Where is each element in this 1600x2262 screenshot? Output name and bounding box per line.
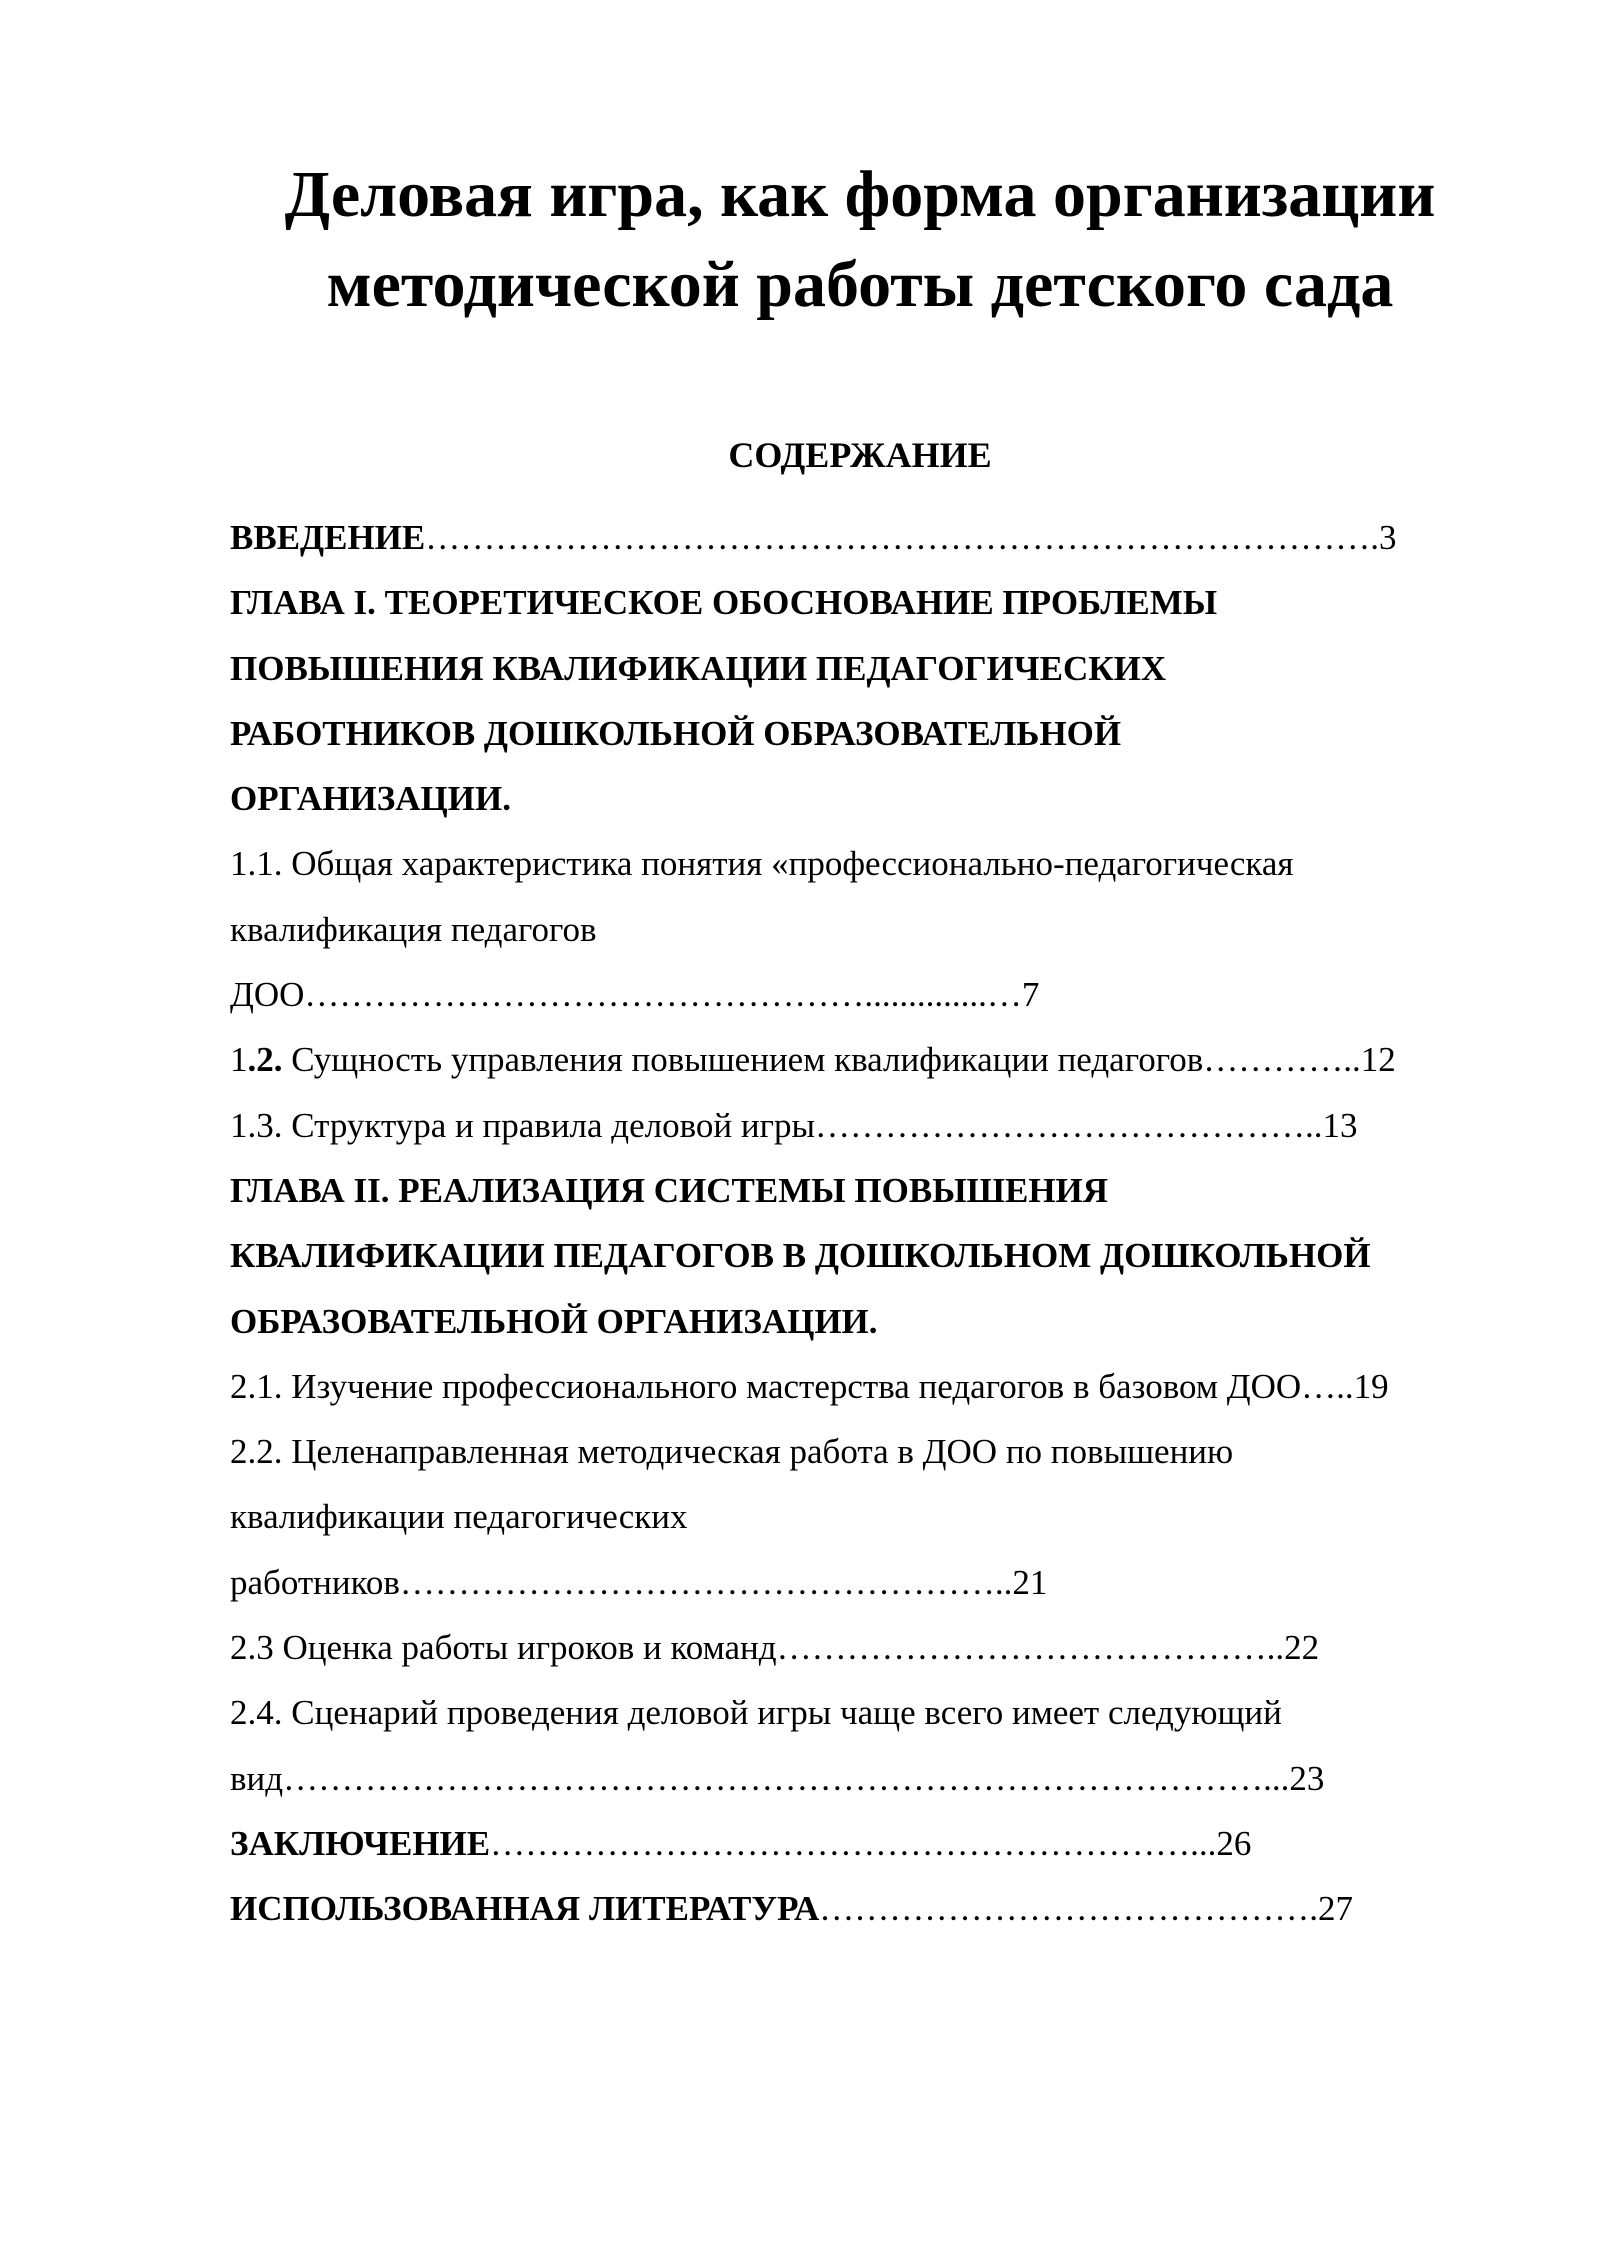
toc-1-1-line: 1.1. Общая характеристика понятия «профессионально-педагогическая <box>230 844 1294 884</box>
toc-entry-literature <box>230 1876 1500 1941</box>
toc-intro-page: 3 <box>1379 518 1397 557</box>
toc-1-2-text: Сущность управления повышением квалификации педагогов…………..12 <box>282 1040 1396 1080</box>
toc-chapter-1-line: ГЛАВА I. ТЕОРЕТИЧЕСКОЕ ОБОСНОВАНИЕ ПРОБЛЕМЫ <box>230 583 1218 623</box>
toc-heading: СОДЕРЖАНИЕ <box>728 435 992 475</box>
toc-1-1-last-line: ДОО…………………………………………..............…7 <box>230 975 1040 1015</box>
toc-intro-label: ВВЕДЕНИЕ <box>230 518 426 557</box>
toc-2-4-line-2: вид…………………………………………………………………………...23 <box>230 1758 1325 1798</box>
title-line-2: методической работы детского сада <box>326 248 1394 321</box>
toc-2-4-line-1: 2.4. Сценарий проведения деловой игры чаще всего имеет следующий <box>230 1693 1282 1733</box>
toc-2-2-last-line: работников……………………………………………..21 <box>230 1562 1048 1602</box>
toc-entry-2-3: 2.3 Оценка работы игроков и команд……………………………………..22 <box>230 1628 1320 1668</box>
toc-chapter-2-line: ГЛАВА II. РЕАЛИЗАЦИЯ СИСТЕМЫ ПОВЫШЕНИЯ <box>230 1170 1109 1210</box>
toc-entry-introduction <box>230 505 1500 570</box>
toc-chapter-1-line: ПОВЫШЕНИЯ КВАЛИФИКАЦИИ ПЕДАГОГИЧЕСКИХ <box>230 648 1167 688</box>
toc-entry-2-1: 2.1. Изучение профессионального мастерства педагогов в базовом ДОО…..19 <box>230 1366 1389 1406</box>
toc-entry-2-2 <box>230 1419 1500 1615</box>
toc-chapter-1-line: ОРГАНИЗАЦИИ. <box>230 779 511 819</box>
toc-entry-1-1 <box>230 831 1500 1027</box>
toc-intro-dots: ………………………………………………………………………. <box>425 518 1380 557</box>
toc-chapter-1-line: РАБОТНИКОВ ДОШКОЛЬНОЙ ОБРАЗОВАТЕЛЬНОЙ <box>230 713 1122 753</box>
toc-1-2-num-a: 1 <box>230 1040 248 1080</box>
toc-entry-conclusion <box>230 1811 1500 1876</box>
toc-2-2-line: 2.2. Целенаправленная методическая работа в ДОО по повышению <box>230 1432 1234 1472</box>
toc-1-1-line: квалификация педагогов <box>230 909 597 949</box>
title-line-1: Деловая игра, как форма организации <box>284 158 1436 231</box>
toc-entry-chapter-2 <box>230 1158 1500 1354</box>
toc-entry-2-4 <box>230 1680 1500 1811</box>
toc-2-2-line: квалификации педагогических <box>230 1497 688 1537</box>
toc-entry-1-2 <box>230 1027 1500 1092</box>
toc-conclusion-label: ЗАКЛЮЧЕНИЕ <box>230 1823 491 1863</box>
toc-literature-label: ИСПОЛЬЗОВАННАЯ ЛИТЕРАТУРА <box>230 1889 820 1929</box>
toc-entry-1-3: 1.3. Структура и правила деловой игры……………………………………..13 <box>230 1105 1358 1145</box>
toc-conclusion-rest: ……………………………………………………...26 <box>490 1823 1252 1863</box>
table-of-contents <box>230 505 1500 1942</box>
toc-1-2-num-b: .2. <box>247 1040 283 1080</box>
toc-entry-chapter-1 <box>230 570 1500 831</box>
document-title <box>160 150 1560 330</box>
toc-literature-rest: …………………………………….27 <box>819 1889 1354 1929</box>
toc-chapter-2-line: ОБРАЗОВАТЕЛЬНОЙ ОРГАНИЗАЦИИ. <box>230 1301 878 1341</box>
toc-chapter-2-line: КВАЛИФИКАЦИИ ПЕДАГОГОВ В ДОШКОЛЬНОМ ДОШКОЛЬНОЙ <box>230 1236 1371 1276</box>
